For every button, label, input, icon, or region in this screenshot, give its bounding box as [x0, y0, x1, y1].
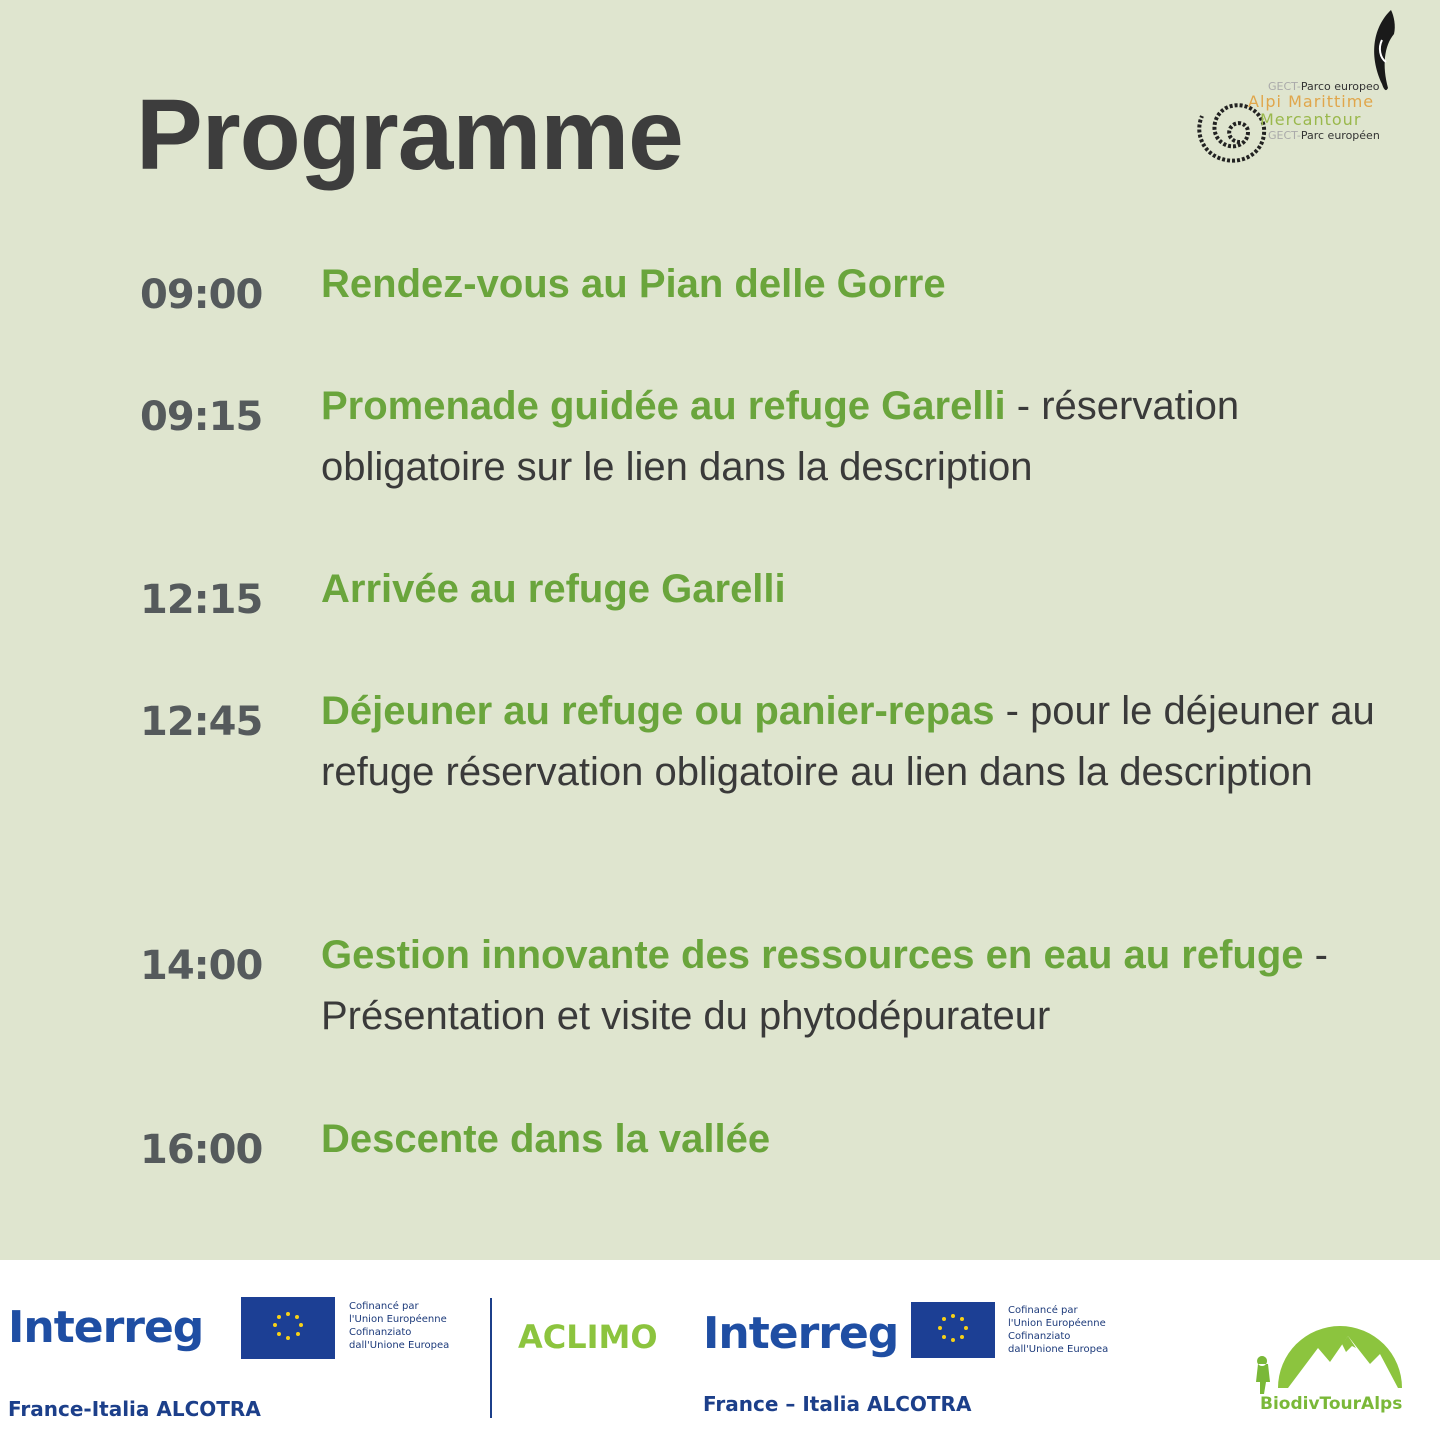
schedule-text: Promenade guidée au refuge Garelli - réservation obligatoire sur le lien dans la description — [321, 384, 1240, 489]
biodivtouralps-logo — [1248, 1298, 1418, 1418]
logo-line-alpi: Alpi Marittime — [1248, 92, 1375, 111]
schedule-text: Rendez-vous au Pian delle Gorre — [321, 262, 946, 306]
logo-line-mercantour: Mercantour — [1260, 110, 1362, 129]
schedule-text: Déjeuner au refuge ou panier-repas - pour le déjeuner au refuge réservation obligatoire au lien dans la description — [321, 689, 1375, 794]
interreg-logo-left: Interreg — [8, 1302, 204, 1353]
cofin-text-right: Cofinancé par l'Union Européenne Cofinanziato dall'Unione Europea — [1008, 1305, 1109, 1355]
page-title: Programme — [136, 79, 683, 191]
cofin-text-left: Cofinancé par l'Union Européenne Cofinanziato dall'Unione Europea — [349, 1301, 450, 1351]
footer-divider — [490, 1298, 492, 1418]
aclimo-logo: ACLIMO — [518, 1318, 658, 1356]
footer-logos — [0, 1260, 1440, 1440]
eu-flag-icon — [241, 1297, 335, 1359]
schedule-time: 14:00 — [140, 943, 263, 989]
parc-logo — [1186, 6, 1406, 186]
schedule-time: 16:00 — [140, 1127, 263, 1173]
schedule-time: 09:15 — [140, 394, 263, 440]
alcotra-label-left: France-Italia ALCOTRA — [8, 1397, 261, 1421]
mountain-icon — [1248, 1298, 1418, 1394]
logo-line-parc: GECT-Parc européen — [1268, 129, 1380, 142]
schedule-time: 12:45 — [140, 699, 263, 745]
logo-line-parco: GECT-Parco europeo — [1268, 80, 1380, 93]
eu-flag-icon — [911, 1302, 995, 1358]
biodiv-label: BiodivTourAlps — [1260, 1394, 1403, 1414]
schedule-text: Gestion innovante des ressources en eau au refuge - Présentation et visite du phytodépurateur — [321, 933, 1328, 1038]
spiral-icon — [1199, 105, 1264, 160]
schedule-time: 09:00 — [140, 272, 263, 318]
interreg-logo-right: Interreg — [703, 1308, 899, 1359]
alcotra-label-right: France – Italia ALCOTRA — [703, 1392, 972, 1416]
schedule-text: Descente dans la vallée — [321, 1117, 771, 1161]
schedule-time: 12:15 — [140, 577, 263, 623]
schedule-text: Arrivée au refuge Garelli — [321, 567, 786, 611]
